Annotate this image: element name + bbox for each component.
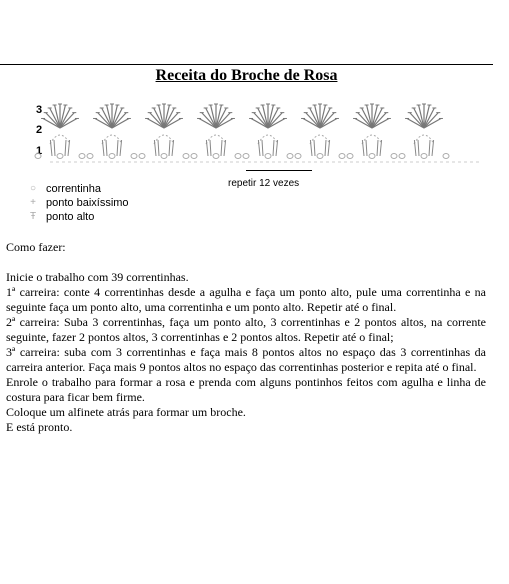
shell-motif	[399, 104, 449, 159]
instruction-row-3: 3ª carreira: suba com 3 correntinhas e faça mais 8 pontos altos no espaço das 3 correntinhas da carreira anterior. Faça mais 9 pontos altos no espaço das correntinhas posterior e repita até o final.	[6, 345, 486, 374]
instruction-row-1: 1ª carreira: conte 4 correntinhas desde a agulha e faça um ponto alto, pule uma correntinha e na seguinte faça um ponto alto, uma correntinha e um ponto alto. Repetir até o final.	[6, 285, 486, 314]
instructions-heading: Como fazer:	[6, 240, 66, 254]
shell-motif	[87, 104, 137, 159]
shell-motif	[243, 104, 293, 159]
shell-motif	[295, 104, 345, 159]
shell-motif	[35, 104, 85, 159]
t-stitch-icon: Ŧ	[29, 211, 37, 222]
instruction-pin: Coloque um alfinete atrás para formar um broche.	[6, 405, 246, 419]
instruction-done: E está pronto.	[6, 420, 73, 434]
row-label-2: 2	[36, 124, 43, 136]
instruction-roll: Enrole o trabalho para formar a rosa e prenda com alguns pontinhos feitos com agulha e linha de costura para ficar bem firme.	[6, 375, 486, 404]
row-label-1: 1	[36, 145, 43, 157]
shell-motif	[139, 104, 189, 159]
plus-icon: +	[30, 197, 36, 208]
instructions	[6, 240, 486, 435]
page-title: Receita do Broche de Rosa	[155, 67, 338, 84]
crochet-chart	[30, 96, 500, 166]
shell-motif	[191, 104, 241, 159]
repeat-bracket	[246, 170, 312, 171]
top-rule	[0, 64, 493, 65]
instruction-start: Inicie o trabalho com 39 correntinhas.	[6, 270, 189, 284]
instruction-row-2: 2ª carreira: Suba 3 correntinhas, faça um ponto alto, 3 correntinhas e 2 pontos altos, na corrente seguinte, fazer 2 pontos altos, 3 correntinhas e 2 pontos altos. Repetir até o final;	[6, 315, 486, 344]
repeat-label: repetir 12 vezes	[228, 178, 300, 189]
shell-motif	[347, 104, 397, 159]
circle-icon: ○	[29, 183, 37, 194]
row-label-3: 3	[36, 104, 43, 116]
